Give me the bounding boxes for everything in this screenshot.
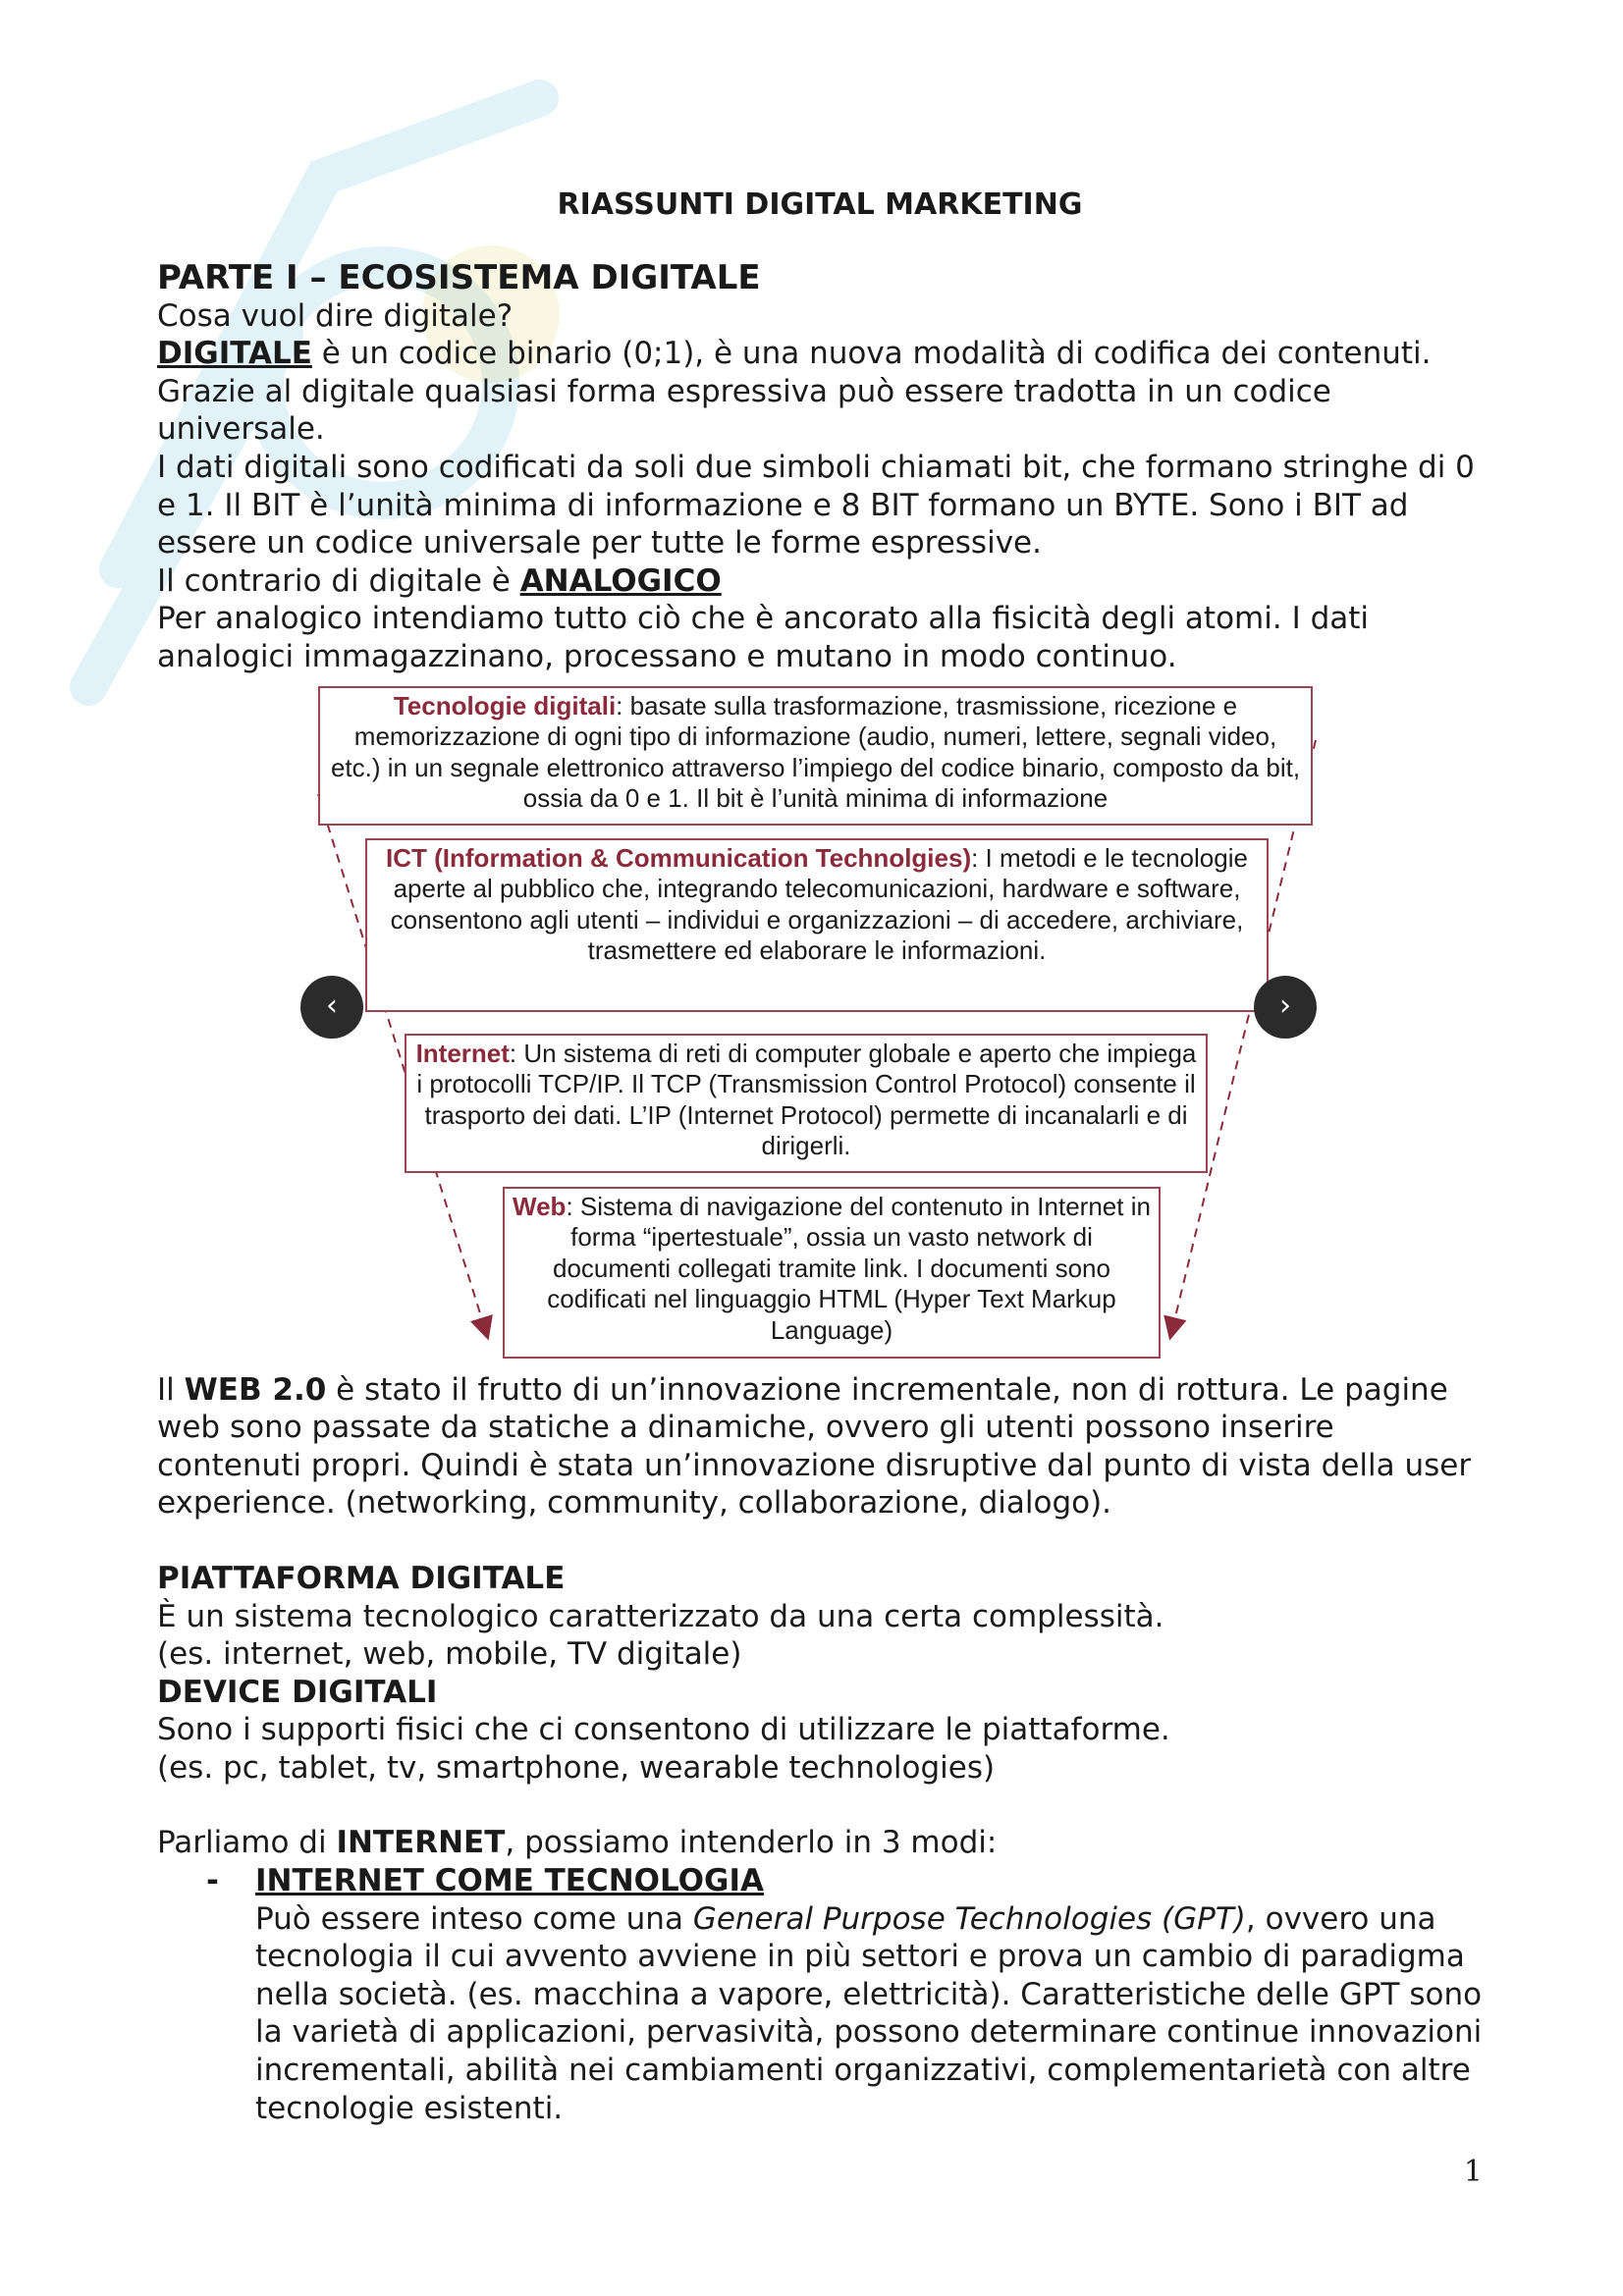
analogico-paragraph: Per analogico intendiamo tutto ciò che è ancorato alla fisicità degli atomi. I dati analogici immagazzinano, processano e mutano in modo continuo.	[157, 601, 1370, 674]
web20-term: WEB 2.0	[184, 1371, 327, 1408]
device-line2: (es. pc, tablet, tv, smartphone, wearable technologies)	[157, 1749, 996, 1786]
internet-intro-prefix: Parliamo di	[157, 1825, 337, 1861]
box-term-internet: Internet	[415, 1038, 510, 1068]
piattaforma-line1: È un sistema tecnologico caratterizzato da una certa complessità.	[157, 1598, 1164, 1634]
web20-text: è stato il frutto di un’innovazione incrementale, non di rottura. Le pagine web sono passate da statiche a dinamiche, ovvero gli utenti possono inserire contenuti propri. Quindi è stata un’innovazione disruptive dal punto di vista della user experience. (networking, community, collaborazione, dialogo).	[157, 1371, 1472, 1522]
page-number: 1	[1463, 2155, 1483, 2189]
question-text: Cosa vuol dire digitale?	[157, 297, 514, 334]
contrario-paragraph	[157, 562, 1483, 601]
section-heading-parte-1: PARTE I – ECOSISTEMA DIGITALE	[157, 257, 761, 297]
figure-box-tecnologie-digitali	[318, 686, 1313, 826]
figure-box-ict	[365, 838, 1269, 1012]
digitale-term: DIGITALE	[157, 336, 312, 372]
box-term-web: Web	[513, 1191, 567, 1221]
internet-tecnologia-heading: INTERNET COME TECNOLOGIA	[255, 1863, 764, 1899]
internet-list-item	[157, 1862, 1483, 2127]
analogico-term: ANALOGICO	[519, 562, 722, 599]
figure-box-web	[503, 1187, 1161, 1359]
box-term-tecnologie-digitali: Tecnologie digitali	[393, 690, 617, 721]
ecosystem-figure	[316, 686, 1318, 1363]
digitale-paragraph	[157, 335, 1483, 449]
box-term-ict: ICT (Information & Communication Technolgies)	[386, 842, 972, 873]
device-line1: Sono i supporti fisici che ci consentono di utilizzare le piattaforme.	[157, 1712, 1170, 1748]
bit-paragraph: I dati digitali sono codificati da soli due simboli chiamati bit, che formano stringhe di 0 e 1. Il BIT è l’unità minima di informazione e 8 BIT formano un BYTE. Sono i BIT ad essere un codice universale per tutte le forme espressive.	[157, 449, 1475, 561]
web20-paragraph	[157, 1371, 1483, 1522]
carousel-prev-button[interactable]	[300, 976, 363, 1039]
contrario-prefix: Il contrario di digitale è	[157, 562, 520, 599]
carousel-next-button[interactable]	[1254, 976, 1317, 1039]
box-text-internet: : Un sistema di reti di computer globale e aperto che impiega i protocolli TCP/IP. Il TCP (Transmission Control Protocol) consente il trasporto dei dati. L’IP (Internet Protocol) permette di incanalarli e di dirigerli.	[416, 1038, 1197, 1161]
digitale-definition: è un codice binario (0;1), è una nuova modalità di codifica dei contenuti. Grazie al digitale qualsiasi forma espressiva può essere tradotta in un codice universale.	[157, 336, 1432, 448]
figure-box-internet	[405, 1034, 1208, 1173]
internet-tecnologia-text	[255, 1900, 1483, 2128]
chevron-right-icon: ›	[1279, 988, 1291, 1023]
piattaforma-line2: (es. internet, web, mobile, TV digitale)	[157, 1636, 742, 1673]
device-heading: DEVICE DIGITALI	[157, 1674, 438, 1710]
gpt-text-a: Può essere inteso come una	[255, 1900, 693, 1937]
gpt-term: General Purpose Technologies (GPT)	[692, 1900, 1246, 1937]
list-dash: -	[206, 1863, 219, 1899]
internet-intro-term: INTERNET	[336, 1825, 506, 1861]
internet-intro-suffix: , possiamo intenderlo in 3 modi:	[505, 1825, 998, 1861]
piattaforma-heading: PIATTAFORMA DIGITALE	[157, 1560, 566, 1596]
document-title: RIASSUNTI DIGITAL MARKETING	[557, 187, 1083, 222]
box-text-tecnologie-digitali: : basate sulla trasformazione, trasmissione, ricezione e memorizzazione di ogni tipo di informazione (audio, numeri, lettere, segnali video, etc.) in un segnale elettronico attraverso l’impiego del codice binario, composto da bit, ossia da 0 e 1. Il bit è l’unità minima di informazione	[330, 690, 1301, 814]
internet-intro	[157, 1824, 1483, 1862]
box-text-ict: : I metodi e le tecnologie aperte al pubblico che, integrando telecomunicazioni, hardware e software, consentono agli utenti – individui e organizzazioni – di accedere, archiviare, trasmettere ed elaborare le informazioni.	[390, 842, 1248, 966]
document-page	[157, 187, 1483, 2127]
gpt-text-b: , ovvero una tecnologia il cui avvento avviene in più settori e prova un cambio di paradigma nella società. (es. macchina a vapore, elettricità). Caratteristiche delle GPT sono la varietà di applicazioni, pervasività, possono determinare continue innovazioni incrementali, abilità nei cambiamenti organizzativi, complementarietà con altre tecnologie esistenti.	[255, 1900, 1483, 2126]
box-text-web: : Sistema di navigazione del contenuto in Internet in forma “ipertestuale”, ossia un vasto network di documenti collegati tramite link. I documenti sono codificati nel linguaggio HTML (Hyper Text Markup Language)	[547, 1191, 1151, 1345]
web20-prefix: Il	[157, 1371, 185, 1408]
chevron-left-icon: ‹	[326, 988, 338, 1023]
